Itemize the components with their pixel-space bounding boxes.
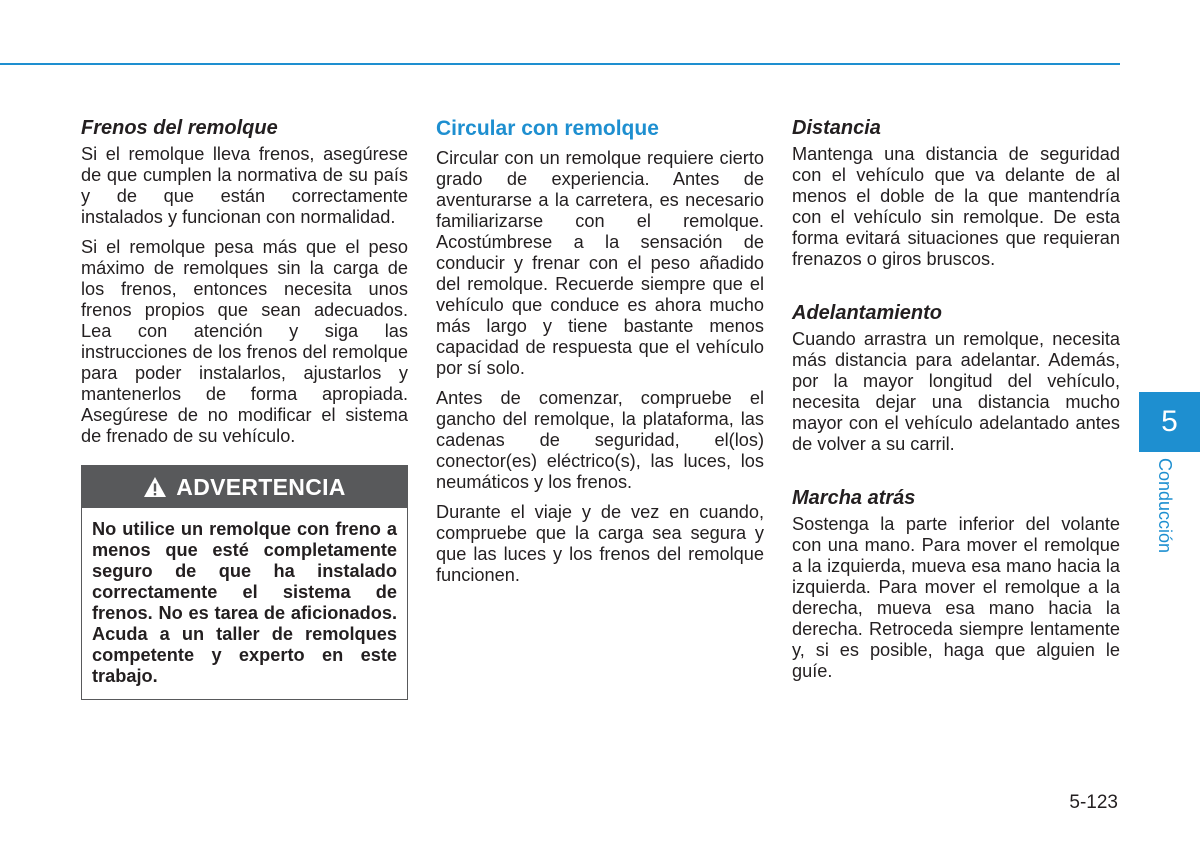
paragraph: Si el remolque pesa más que el peso máximo de remolques sin la carga de los frenos, entonces necesita unos frenos propios que sean adecuados. Lea con atención y siga las instrucciones de los frenos del remolque para poder instalarlos, ajustarlos y mantenerlos de forma apropiada. Asegúrese de no modificar el sistema de frenado de su vehículo. (81, 237, 408, 446)
heading-distancia: Distancia (792, 117, 881, 139)
column-right (792, 116, 1120, 691)
warning-text: No utilice un remolque con freno a menos que esté completamente seguro de que ha instalado correctamente el sistema de frenos. No es tarea de aficionados. Acuda a un taller de remolques competente y experto en este trabajo. (92, 519, 397, 686)
warning-box (81, 465, 408, 700)
top-rule (0, 63, 1120, 65)
paragraph: Antes de comenzar, compruebe el gancho del remolque, la plataforma, las cadenas de seguridad, el(los) conector(es) eléctrico(s), las luces, los neumáticos y los frenos. (436, 388, 764, 492)
paragraph: Si el remolque lleva frenos, asegúrese de que cumplen la normativa de su país y de que están correctamente instalados y funcionan con normalidad. (81, 144, 408, 227)
paragraph: Circular con un remolque requiere cierto grado de experiencia. Antes de aventurarse a la carretera, es necesario familiarizarse con el remolque. Acostúmbrese a la sensación de conducir y frenar con el peso añadido del remolque. Recuerde siempre que el vehículo que conduce es ahora mucho más largo y tiene bastante menos capacidad de respuesta que el vehículo por sí solo. (436, 148, 764, 378)
warning-triangle-icon (143, 476, 167, 498)
page-number: 5-123 (1069, 792, 1118, 813)
heading-frenos-remolque: Frenos del remolque (81, 117, 278, 139)
column-left (81, 116, 408, 700)
paragraph: Cuando arrastra un remolque, necesita más distancia para adelantar. Además, por la mayor longitud del vehículo, necesita dejar una distancia mucho mayor con el vehículo adelantado antes de volver a su carril. (792, 329, 1120, 454)
chapter-label (1150, 455, 1180, 555)
paragraph: Mantenga una distancia de seguridad con el vehículo que va delante de al menos el doble de la que mantendría con el vehículo sin remolque. De esta forma evitará situaciones que requieran frenazos o giros bruscos. (792, 144, 1120, 269)
warning-title: ADVERTENCIA (176, 473, 346, 500)
paragraph: Durante el viaje y de vez en cuando, compruebe que la carga sea segura y que las luces y los frenos del remolque funcionen. (436, 502, 764, 585)
heading-circular-remolque: Circular con remolque (436, 117, 659, 140)
column-middle (436, 116, 764, 595)
chapter-label-text: Conducción (1155, 457, 1176, 553)
warning-header (82, 466, 407, 508)
heading-adelantamiento: Adelantamiento (792, 302, 943, 324)
paragraph: Sostenga la parte inferior del volante con una mano. Para mover el remolque a la izquierda, mueva esa mano hacia la izquierda. Para mover el remolque a la derecha, mueva esa mano hacia la derecha. Retroceda siempre lentamente y, si es posible, haga que alguien le guíe. (792, 514, 1120, 681)
heading-marcha-atras: Marcha atrás (792, 487, 916, 509)
chapter-tab: 5 (1139, 392, 1200, 452)
